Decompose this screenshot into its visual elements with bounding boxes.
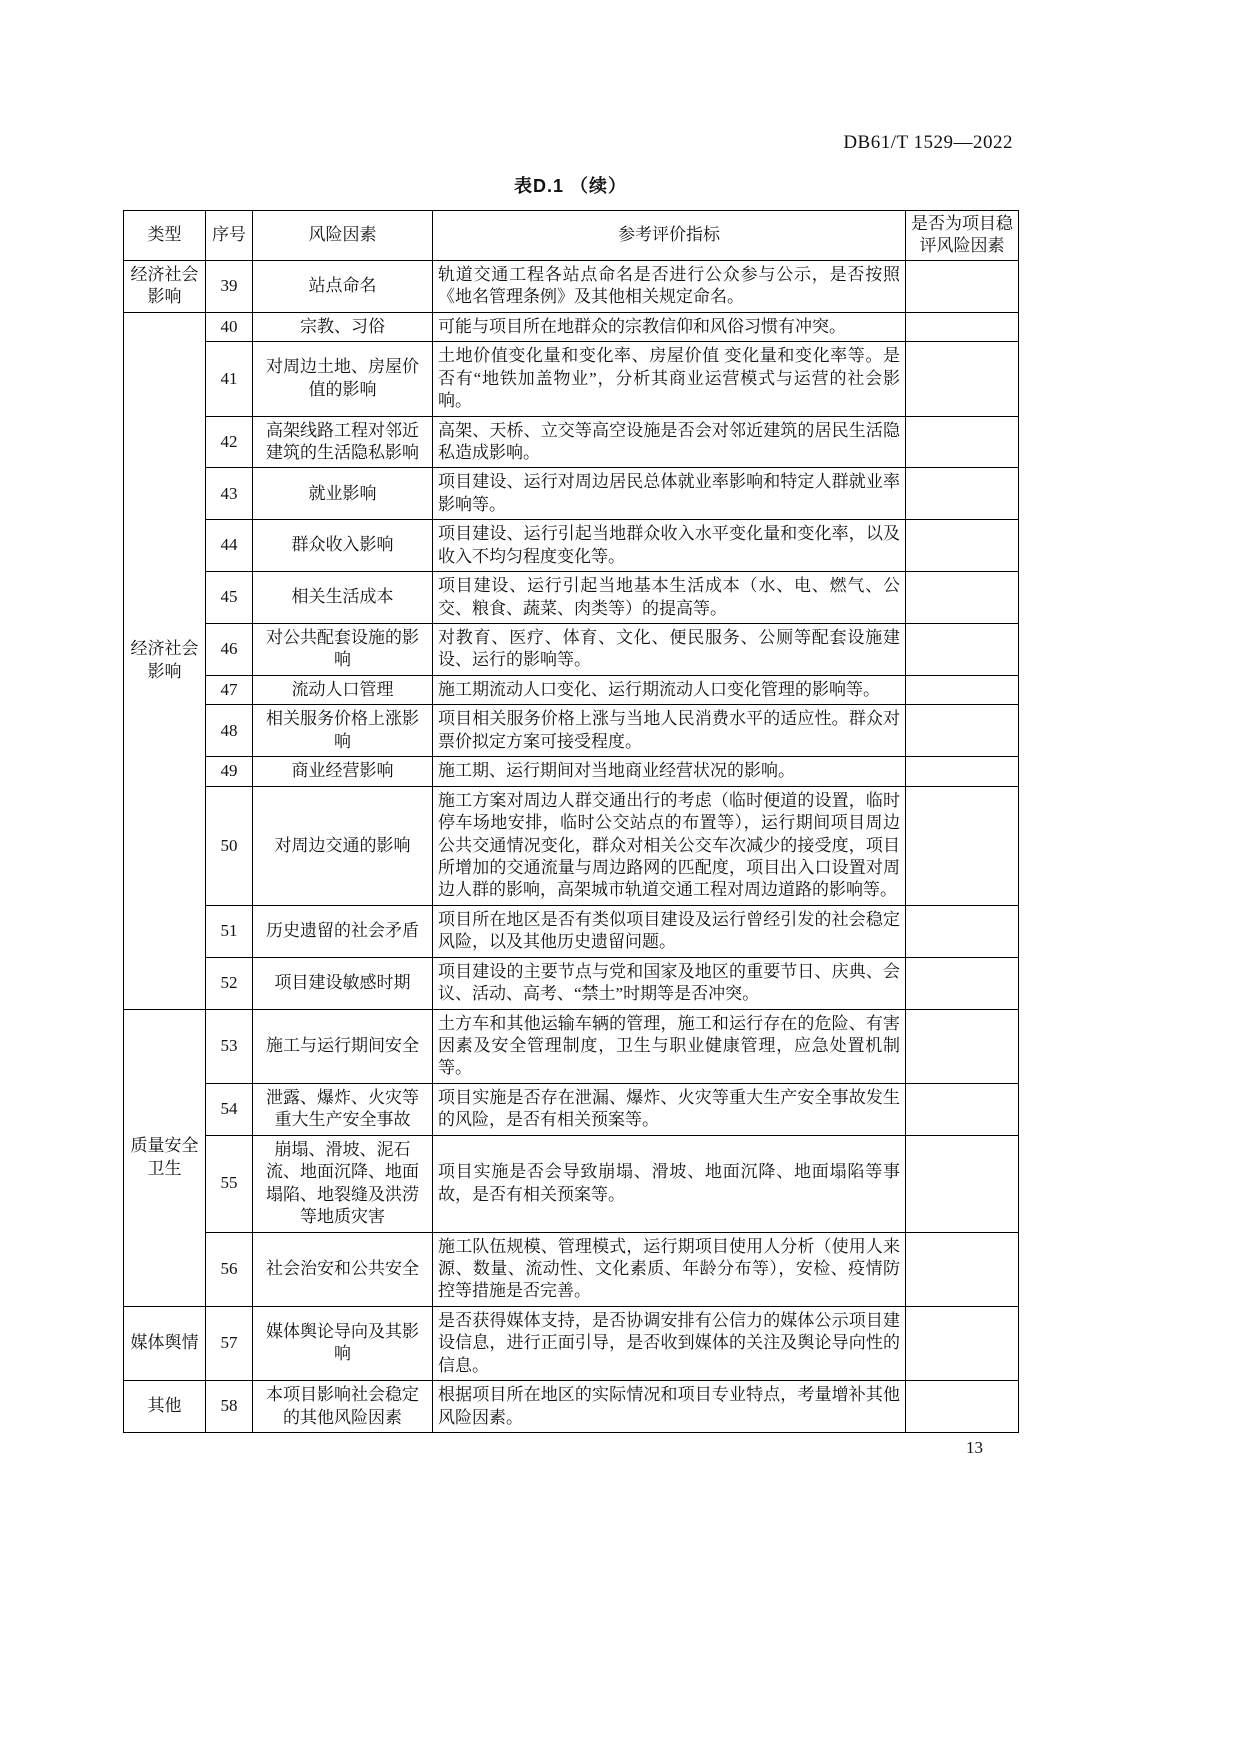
row-number-cell: 40 xyxy=(206,312,253,341)
col-header-factor: 风险因素 xyxy=(253,211,433,261)
col-header-stability: 是否为项目稳评风险因素 xyxy=(906,211,1019,261)
risk-factor-cell: 商业经营影响 xyxy=(253,757,433,786)
stability-flag-cell xyxy=(906,260,1019,312)
table-row xyxy=(124,957,1019,1009)
evaluation-indicator-cell: 施工队伍规模、管理模式，运行期项目使用人分析（使用人来源、数量、流动性、文化素质、年龄分布等），安检、疫情防控等措施是否完善。 xyxy=(433,1232,906,1306)
stability-flag-cell xyxy=(906,572,1019,624)
row-number-cell: 51 xyxy=(206,905,253,957)
risk-factor-cell: 对周边交通的影响 xyxy=(253,786,433,905)
evaluation-indicator-cell: 施工期流动人口变化、运行期流动人口变化管理的影响等。 xyxy=(433,675,906,704)
stability-flag-cell xyxy=(906,1381,1019,1433)
risk-factor-cell: 崩塌、滑坡、泥石流、地面沉降、地面塌陷、地裂缝及洪涝等地质灾害 xyxy=(253,1135,433,1232)
risk-factor-cell: 项目建设敏感时期 xyxy=(253,957,433,1009)
table-row xyxy=(124,757,1019,786)
evaluation-indicator-cell: 高架、天桥、立交等高空设施是否会对邻近建筑的居民生活隐私造成影响。 xyxy=(433,416,906,468)
type-cell: 经济社会影响 xyxy=(124,260,206,312)
row-number-cell: 58 xyxy=(206,1381,253,1433)
page-content xyxy=(123,172,1018,1433)
row-number-cell: 46 xyxy=(206,624,253,676)
row-number-cell: 41 xyxy=(206,342,253,416)
page-number: 13 xyxy=(966,1438,983,1457)
table-row xyxy=(124,905,1019,957)
table-row xyxy=(124,1232,1019,1306)
table-row xyxy=(124,1306,1019,1380)
table-row xyxy=(124,416,1019,468)
risk-factor-cell: 宗教、习俗 xyxy=(253,312,433,341)
table-row xyxy=(124,1083,1019,1135)
type-cell: 经济社会影响 xyxy=(124,312,206,1009)
risk-factor-cell: 媒体舆论导向及其影响 xyxy=(253,1306,433,1380)
evaluation-indicator-cell: 可能与项目所在地群众的宗教信仰和风俗习惯有冲突。 xyxy=(433,312,906,341)
table-row xyxy=(124,468,1019,520)
row-number-cell: 54 xyxy=(206,1083,253,1135)
evaluation-indicator-cell: 项目实施是否存在泄漏、爆炸、火灾等重大生产安全事故发生的风险，是否有相关预案等。 xyxy=(433,1083,906,1135)
type-cell: 其他 xyxy=(124,1381,206,1433)
evaluation-indicator-cell: 施工期、运行期间对当地商业经营状况的影响。 xyxy=(433,757,906,786)
evaluation-indicator-cell: 土地价值变化量和变化率、房屋价值 变化量和变化率等。是否有“地铁加盖物业”，分析其商业运营模式与运营的社会影响。 xyxy=(433,342,906,416)
evaluation-indicator-cell: 对教育、医疗、体育、文化、便民服务、公厕等配套设施建设、运行的影响等。 xyxy=(433,624,906,676)
stability-flag-cell xyxy=(906,1135,1019,1232)
risk-factor-cell: 社会治安和公共安全 xyxy=(253,1232,433,1306)
col-header-indicator: 参考评价指标 xyxy=(433,211,906,261)
risk-factor-cell: 站点命名 xyxy=(253,260,433,312)
stability-flag-cell xyxy=(906,1232,1019,1306)
evaluation-indicator-cell: 项目相关服务价格上涨与当地人民消费水平的适应性。群众对票价拟定方案可接受程度。 xyxy=(433,705,906,757)
risk-factor-cell: 泄露、爆炸、火灾等重大生产安全事故 xyxy=(253,1083,433,1135)
risk-factor-cell: 本项目影响社会稳定的其他风险因素 xyxy=(253,1381,433,1433)
table-title: 表D.1 （续） xyxy=(513,176,627,196)
table-row xyxy=(124,1009,1019,1083)
risk-factor-cell: 相关服务价格上涨影响 xyxy=(253,705,433,757)
stability-flag-cell xyxy=(906,520,1019,572)
stability-flag-cell xyxy=(906,905,1019,957)
row-number-cell: 53 xyxy=(206,1009,253,1083)
row-number-cell: 56 xyxy=(206,1232,253,1306)
standard-code: DB61/T 1529—2022 xyxy=(843,132,1013,153)
table-row xyxy=(124,786,1019,905)
stability-flag-cell xyxy=(906,1083,1019,1135)
evaluation-indicator-cell: 项目建设、运行引起当地基本生活成本（水、电、燃气、公交、粮食、蔬菜、肉类等）的提高等。 xyxy=(433,572,906,624)
evaluation-indicator-cell: 项目实施是否会导致崩塌、滑坡、地面沉降、地面塌陷等事故，是否有相关预案等。 xyxy=(433,1135,906,1232)
table-row xyxy=(124,572,1019,624)
type-cell: 媒体舆情 xyxy=(124,1306,206,1380)
stability-flag-cell xyxy=(906,675,1019,704)
table-row xyxy=(124,312,1019,341)
row-number-cell: 49 xyxy=(206,757,253,786)
stability-flag-cell xyxy=(906,1306,1019,1380)
risk-factor-cell: 对周边土地、房屋价值的影响 xyxy=(253,342,433,416)
stability-flag-cell xyxy=(906,705,1019,757)
row-number-cell: 42 xyxy=(206,416,253,468)
evaluation-indicator-cell: 施工方案对周边人群交通出行的考虑（临时便道的设置，临时停车场地安排，临时公交站点的布置等），运行期间项目周边公共交通情况变化，群众对相关公交车次减少的接受度，项目所增加的交通流量与周边路网的匹配度，项目出入口设置对周边人群的影响，高架城市轨道交通工程对周边道路的影响等。 xyxy=(433,786,906,905)
table-row xyxy=(124,520,1019,572)
row-number-cell: 39 xyxy=(206,260,253,312)
risk-factor-cell: 相关生活成本 xyxy=(253,572,433,624)
table-row xyxy=(124,705,1019,757)
evaluation-indicator-cell: 轨道交通工程各站点命名是否进行公众参与公示，是否按照《地名管理条例》及其他相关规定命名。 xyxy=(433,260,906,312)
row-number-cell: 47 xyxy=(206,675,253,704)
table-row xyxy=(124,260,1019,312)
stability-flag-cell xyxy=(906,624,1019,676)
type-cell: 质量安全卫生 xyxy=(124,1009,206,1306)
stability-flag-cell xyxy=(906,786,1019,905)
evaluation-indicator-cell: 项目建设、运行对周边居民总体就业率影响和特定人群就业率影响等。 xyxy=(433,468,906,520)
row-number-cell: 45 xyxy=(206,572,253,624)
row-number-cell: 43 xyxy=(206,468,253,520)
row-number-cell: 52 xyxy=(206,957,253,1009)
row-number-cell: 55 xyxy=(206,1135,253,1232)
risk-factor-cell: 对公共配套设施的影响 xyxy=(253,624,433,676)
evaluation-indicator-cell: 根据项目所在地区的实际情况和项目专业特点，考量增补其他风险因素。 xyxy=(433,1381,906,1433)
evaluation-indicator-cell: 项目建设的主要节点与党和国家及地区的重要节日、庆典、会议、活动、高考、“禁土”时期等是否冲突。 xyxy=(433,957,906,1009)
row-number-cell: 48 xyxy=(206,705,253,757)
table-body xyxy=(124,260,1019,1432)
risk-factor-cell: 流动人口管理 xyxy=(253,675,433,704)
evaluation-indicator-cell: 是否获得媒体支持，是否协调安排有公信力的媒体公示项目建设信息，进行正面引导，是否收到媒体的关注及舆论导向性的信息。 xyxy=(433,1306,906,1380)
risk-factor-cell: 高架线路工程对邻近建筑的生活隐私影响 xyxy=(253,416,433,468)
evaluation-indicator-cell: 项目建设、运行引起当地群众收入水平变化量和变化率，以及收入不均匀程度变化等。 xyxy=(433,520,906,572)
evaluation-indicator-cell: 项目所在地区是否有类似项目建设及运行曾经引发的社会稳定风险，以及其他历史遗留问题。 xyxy=(433,905,906,957)
table-row xyxy=(124,1381,1019,1433)
risk-factor-cell: 历史遗留的社会矛盾 xyxy=(253,905,433,957)
stability-flag-cell xyxy=(906,757,1019,786)
table-header xyxy=(124,211,1019,261)
table-row xyxy=(124,624,1019,676)
col-header-no: 序号 xyxy=(206,211,253,261)
stability-flag-cell xyxy=(906,342,1019,416)
table-row xyxy=(124,675,1019,704)
risk-factor-table xyxy=(123,210,1019,1433)
risk-factor-cell: 群众收入影响 xyxy=(253,520,433,572)
stability-flag-cell xyxy=(906,1009,1019,1083)
col-header-type: 类型 xyxy=(124,211,206,261)
row-number-cell: 57 xyxy=(206,1306,253,1380)
header-row xyxy=(124,211,1019,261)
row-number-cell: 50 xyxy=(206,786,253,905)
stability-flag-cell xyxy=(906,468,1019,520)
stability-flag-cell xyxy=(906,312,1019,341)
stability-flag-cell xyxy=(906,957,1019,1009)
stability-flag-cell xyxy=(906,416,1019,468)
evaluation-indicator-cell: 土方车和其他运输车辆的管理，施工和运行存在的危险、有害因素及安全管理制度，卫生与职业健康管理，应急处置机制等。 xyxy=(433,1009,906,1083)
risk-factor-cell: 施工与运行期间安全 xyxy=(253,1009,433,1083)
table-row xyxy=(124,1135,1019,1232)
risk-factor-cell: 就业影响 xyxy=(253,468,433,520)
table-row xyxy=(124,342,1019,416)
row-number-cell: 44 xyxy=(206,520,253,572)
